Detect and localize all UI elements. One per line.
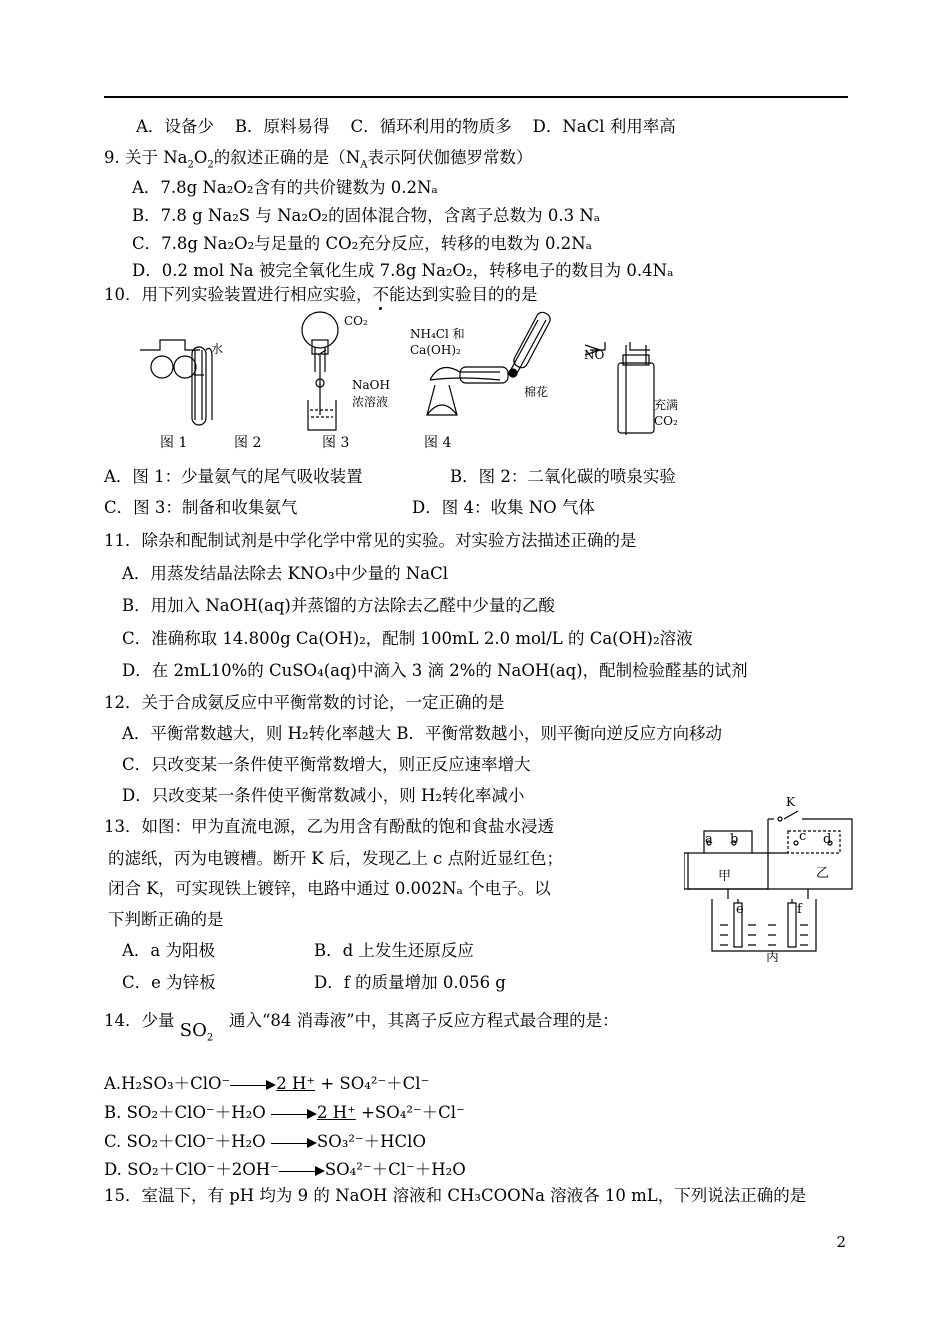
q9-option-b: B．7.8 g Na₂S 与 Na₂O₂的固体混合物，含离子总数为 0.3 Nₐ xyxy=(132,206,601,225)
figure-2-apparatus xyxy=(302,312,338,430)
fig-label-1: 图 1 xyxy=(160,435,188,451)
q11-option-c: C．准确称取 14.800g Ca(OH)₂，配制 100mL 2.0 mol/L 的 Ca(OH)₂溶液 xyxy=(122,629,693,648)
q13-a-label: a xyxy=(705,832,713,847)
page-number: 2 xyxy=(836,1233,846,1251)
q10-option-b: B．图 2：二氧化碳的喷泉实验 xyxy=(450,467,676,486)
fig-label-3: 图 3 xyxy=(322,435,350,451)
q13-bing-label: 丙 xyxy=(766,950,780,965)
q13-line-1: 13．如图：甲为直流电源，乙为用含有酚酞的饱和食盐水浸透 xyxy=(104,817,554,836)
q8-option-b: B．原料易得 xyxy=(234,117,330,136)
q8-option-d: D．NaCl 利用率高 xyxy=(532,117,676,136)
q10-stem: 10．用下列实验装置进行相应实验，不能达到实验目的的是 xyxy=(104,285,538,304)
q10-option-c: C．图 3：制备和收集氨气 xyxy=(104,498,298,517)
arrow-icon xyxy=(279,1164,325,1178)
q14-option-a: A.H₂SO₃＋ClO⁻ 2 H⁺ + SO₄²⁻＋Cl⁻ xyxy=(104,1074,430,1093)
q13-option-a: A．a 为阳极 xyxy=(122,941,215,960)
q15-stem: 15．室温下，有 pH 均为 9 的 NaOH 溶液和 CH₃COONa 溶液各 10 mL，下列说法正确的是 xyxy=(104,1186,807,1205)
q12-option-ab: A．平衡常数越大，则 H₂转化率越大 B．平衡常数越小，则平衡向逆反应方向移动 xyxy=(122,724,723,743)
q13-yi-label: 乙 xyxy=(816,866,830,881)
q13-d-label: d xyxy=(823,832,832,847)
q13-circuit-diagram xyxy=(684,795,856,965)
figure-1-apparatus xyxy=(140,340,212,425)
q13-option-d: D．f 的质量增加 0.056 g xyxy=(314,973,506,992)
q13-jia-label: 甲 xyxy=(718,869,732,884)
q13-b-label: b xyxy=(730,832,739,847)
q13-f-label: f xyxy=(797,902,802,917)
q10-option-d: D．图 4：收集 NO 气体 xyxy=(412,498,595,517)
q12-stem: 12．关于合成氨反应中平衡常数的讨论，一定正确的是 xyxy=(104,693,505,712)
fig2-naoh-label: NaOH xyxy=(352,378,390,392)
q13-line-2: 的滤纸，丙为电镀槽。断开 K 后，发现乙上 c 点附近显红色； xyxy=(108,849,564,868)
fig3-cotton-label: 棉花 xyxy=(524,385,549,399)
fig2-co2-label: CO₂ xyxy=(344,314,368,328)
fig4-co2-label: CO₂ xyxy=(654,414,678,428)
fig3-reagent-label: NH₄Cl 和 xyxy=(410,327,465,341)
q13-e-label: e xyxy=(736,902,744,917)
q11-option-a: A．用蒸发结晶法除去 KNO₃中少量的 NaCl xyxy=(122,564,448,583)
figure-3-apparatus xyxy=(427,310,552,415)
q10-option-a: A．图 1：少量氨气的尾气吸收装置 xyxy=(104,467,363,486)
q8-options xyxy=(136,116,676,138)
q14-option-b: B. SO₂＋ClO⁻＋H₂O 2 H⁺ +SO₄²⁻＋Cl⁻ xyxy=(104,1103,465,1122)
arrow-icon xyxy=(230,1078,276,1092)
q11-option-b: B．用加入 NaOH(aq)并蒸馏的方法除去乙醛中少量的乙酸 xyxy=(122,596,555,615)
q13-line-4: 下判断正确的是 xyxy=(108,910,224,929)
fig1-water-label: 水 xyxy=(211,342,224,356)
fig4-full-label: 充满 xyxy=(654,398,679,412)
q13-line-3: 闭合 K，可实现铁上镀锌，电路中通过 0.002Nₐ 个电子。以 xyxy=(108,879,551,898)
q11-stem: 11．除杂和配制试剂是中学化学中常见的实验。对实验方法描述正确的是 xyxy=(104,531,637,550)
q9-option-c: C．7.8g Na₂O₂与足量的 CO₂充分反应，转移的电数为 0.2Nₐ xyxy=(132,234,593,253)
q8-option-a: A．设备少 xyxy=(136,117,214,136)
q12-option-c: C．只改变某一条件使平衡常数增大，则正反应速率增大 xyxy=(122,755,531,774)
q9-stem: 9. 关于 $Na_2O_2$的叙述正确的是（$N_A$表示阿伏伽德罗常数） xyxy=(104,148,533,171)
fig3-reagent-label-2: Ca(OH)₂ xyxy=(410,343,461,357)
q10-figures xyxy=(130,305,690,440)
q8-option-c: C．循环利用的物质多 xyxy=(350,117,512,136)
q12-option-d: D．只改变某一条件使平衡常数减小，则 H₂转化率减小 xyxy=(122,786,525,805)
q14-option-d: D. SO₂＋ClO⁻＋2OH⁻ SO₄²⁻＋Cl⁻＋H₂O xyxy=(104,1160,466,1179)
arrow-icon xyxy=(271,1136,317,1150)
q13-k-label: K xyxy=(786,795,795,809)
q11-option-d: D．在 2mL10%的 CuSO₄(aq)中滴入 3 滴 2%的 NaOH(aq)，配制检验醛基的试剂 xyxy=(122,661,748,680)
fig4-no-label: NO xyxy=(584,348,605,362)
q14-option-c: C. SO₂＋ClO⁻＋H₂O SO₃²⁻＋HClO xyxy=(104,1132,426,1151)
q9-option-d: D．0.2 mol Na 被完全氧化生成 7.8g Na₂O₂，转移电子的数目为 0.4Nₐ xyxy=(132,261,674,280)
top-rule xyxy=(104,96,848,98)
q13-c-label: c xyxy=(799,829,807,844)
q13-option-c: C．e 为锌板 xyxy=(122,973,216,992)
fig2-naoh-label-2: 浓溶液 xyxy=(352,395,389,409)
q13-option-b: B．d 上发生还原反应 xyxy=(314,941,474,960)
fig-label-2: 图 2 xyxy=(234,435,262,451)
fig-label-4: 图 4 xyxy=(424,435,452,451)
arrow-icon xyxy=(271,1107,317,1121)
q9-option-a: A．7.8g Na₂O₂含有的共价键数为 0.2Nₐ xyxy=(132,178,438,197)
q14-stem: 14．少量 $SO_2$ 通入“84 消毒液”中，其离子反应方程式最合理的是： xyxy=(104,1011,619,1044)
